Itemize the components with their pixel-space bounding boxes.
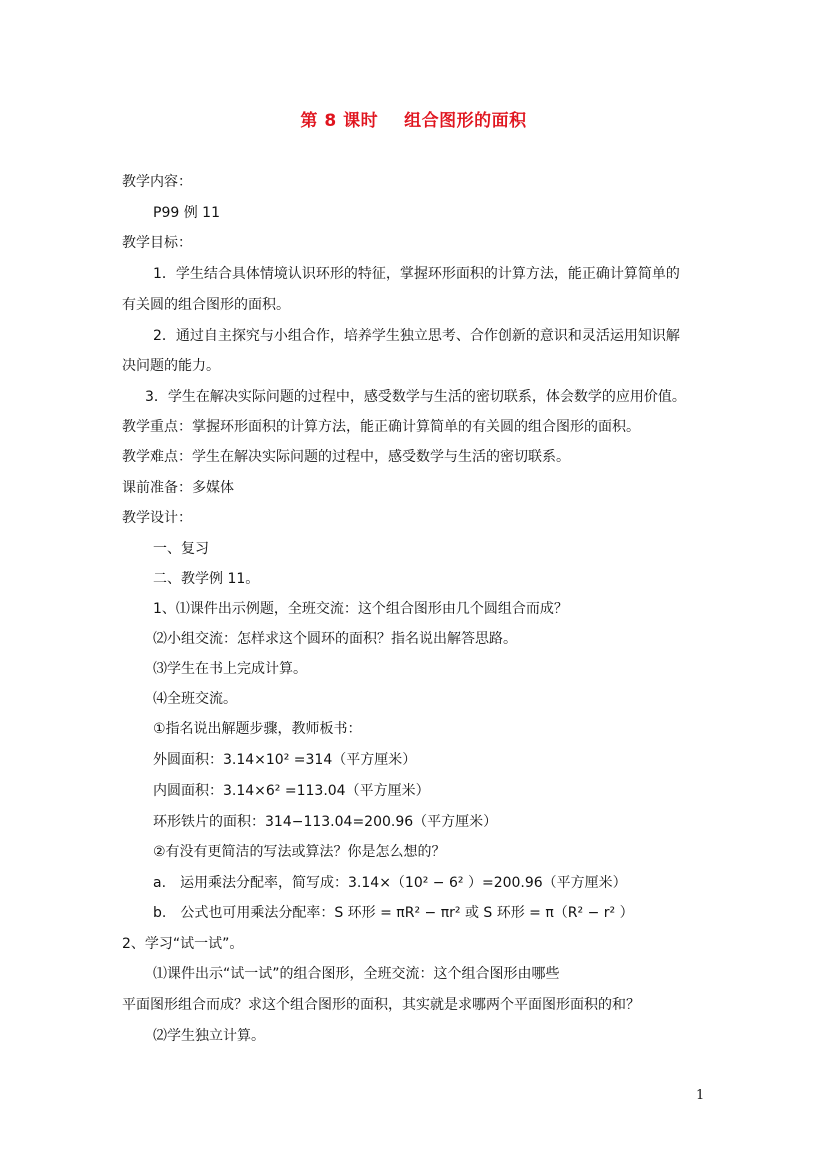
text-line: 外圆面积：3.14×10² =314（平方厘米） [153, 752, 417, 768]
text-line: 一、复习 [153, 541, 209, 557]
text-line: ⑵学生独立计算。 [153, 1028, 265, 1044]
text-line: 教学重点：掌握环形面积的计算方法，能正确计算简单的有关圆的组合图形的面积。 [122, 419, 640, 435]
text-line: 有关圆的组合图形的面积。 [122, 297, 290, 313]
text-line: ⑵小组交流：怎样求这个圆环的面积？指名说出解答思路。 [153, 631, 517, 647]
text-line: P99 例 11 [153, 205, 220, 221]
page-title [0, 106, 827, 131]
text-line: a. 运用乘法分配率，简写成：3.14×（10² − 6² ）=200.96（平方厘米） [153, 875, 627, 891]
text-line: 课前准备：多媒体 [122, 480, 234, 496]
text-line: 环形铁片的面积：314−113.04=200.96（平方厘米） [153, 814, 498, 830]
text-line: 2．通过自主探究与小组合作，培养学生独立思考、合作创新的意识和灵活运用知识解 [153, 328, 680, 344]
text-line: b. 公式也可用乘法分配率：S 环形 = πR² − πr² 或 S 环形 = π（R² − r² ） [153, 905, 634, 921]
text-line: 二、教学例 11。 [153, 571, 260, 587]
text-line: 1．学生结合具体情境认识环形的特征，掌握环形面积的计算方法，能正确计算简单的 [153, 266, 680, 282]
title-topic: 组合图形的面积 [404, 111, 527, 131]
text-line: 教学内容： [122, 174, 192, 190]
text-line: 教学设计： [122, 510, 192, 526]
text-line: 教学目标： [122, 235, 192, 251]
text-line: ①指名说出解题步骤，教师板书： [153, 721, 362, 737]
text-line: 平面图形组合而成？求这个组合图形的面积，其实就是求哪两个平面图形面积的和？ [122, 997, 640, 1013]
text-line: ②有没有更简洁的写法或算法？你是怎么想的？ [153, 844, 446, 860]
text-line: ⑶学生在书上完成计算。 [153, 661, 307, 677]
title-lesson-number: 第 8 课时 [300, 111, 379, 131]
text-line: ⑷全班交流。 [153, 691, 237, 707]
text-line: ⑴课件出示“试一试”的组合图形，全班交流：这个组合图形由哪些 [153, 966, 560, 982]
text-line: 2、学习“试一试”。 [122, 936, 244, 952]
text-line: 教学难点：学生在解决实际问题的过程中，感受数学与生活的密切联系。 [122, 449, 570, 465]
text-line: 3．学生在解决实际问题的过程中，感受数学与生活的密切联系，体会数学的应用价值。 [145, 389, 686, 405]
text-line: 1、⑴课件出示例题，全班交流：这个组合图形由几个圆组合而成？ [153, 601, 568, 617]
text-line: 决问题的能力。 [122, 358, 220, 374]
page-number: 1 [696, 1088, 705, 1103]
text-line: 内圆面积：3.14×6² =113.04（平方厘米） [153, 783, 430, 799]
